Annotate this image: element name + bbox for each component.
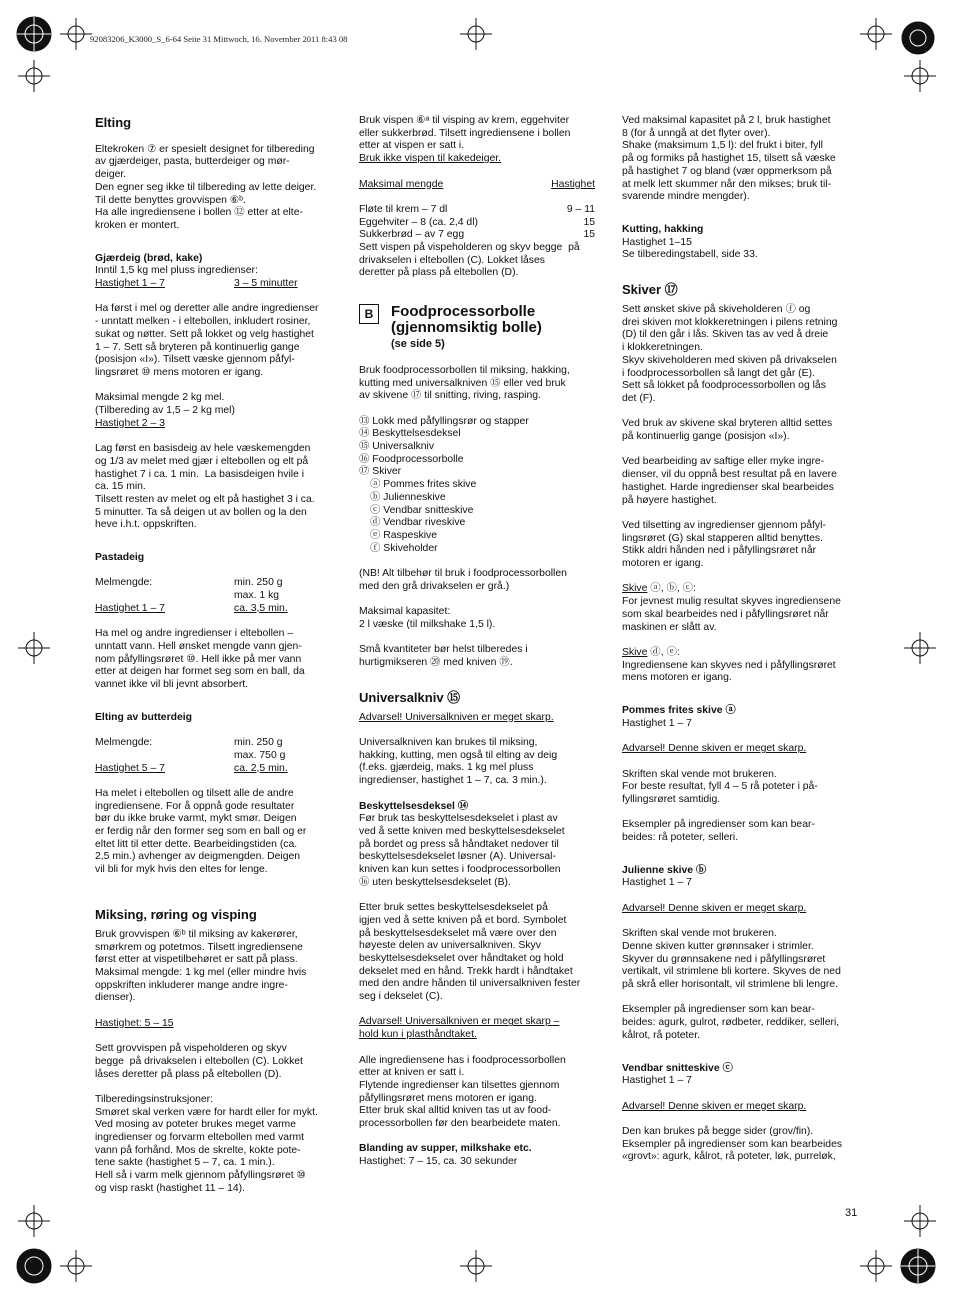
row-speed: 15 (583, 229, 595, 241)
crosshair-top-2 (460, 18, 492, 50)
registration-mark-top-left (14, 14, 54, 54)
list-item: ⑬ Lokk med påfyllingsrør og stapper (359, 415, 529, 427)
beskyttelsesdeksel-title: Beskyttelsesdeksel ⑭ (359, 800, 469, 812)
table-header (359, 179, 595, 192)
miksing-speed: Hastighet: 5 – 15 (95, 1017, 174, 1029)
crosshair-bottom-2 (460, 1250, 492, 1282)
gjaerdeig-speed-row (95, 278, 331, 291)
skive-label: Skive (622, 583, 648, 595)
amount-label: Melmengde: (95, 737, 153, 749)
beskyttelsesdeksel-warning: Advarsel! Universalkniven er meget skarp – hold kun i plasthåndtaket. (359, 1016, 560, 1041)
gjaerdeig-max: Maksimal mengde 2 kg mel. (Tilbereding av 1,5 – 2 kg mel) (95, 392, 235, 417)
julienne-paragraph-2: Eksempler på ingredienser som kan bear- beides: agurk, gulrot, rødbeter, reddiker, selleri, kålrot, rå poteter. (622, 1004, 840, 1041)
skive-de-label (622, 647, 858, 660)
small-quantities-note: Små kvantiteter bør helst tilberedes i hurtigmikseren ⑳ med kniven ⑲. (359, 644, 528, 668)
gjaerdeig-speed-2: Hastighet 2 – 3 (95, 417, 165, 429)
crosshair-right-2 (904, 632, 936, 664)
skive-de-paragraph: Ingrediensene kan skyves ned i påfyllingsrøret mens motoren er igang. (622, 659, 836, 684)
list-item: ⑯ Foodprocessorbolle (359, 453, 464, 465)
column-header-amount: Maksimal mengde (359, 178, 444, 190)
vendbar-snitteskive-paragraph: Den kan brukes på begge sider (grov/fin). Eksempler på ingredienser som kan bearbeides «grovt»: agurk, kålrot, rå poteter, løk, purreløk, (622, 1126, 843, 1163)
visp-paragraph: Bruk vispen ⑥ᵃ til visping av krem, eggehviter eller sukkerbrød. Tilsett ingrediensene i bollen etter at vispen er satt i. (359, 115, 571, 152)
section-title-universalkniv: Universalkniv ⑮ (359, 689, 461, 705)
visp-warning: Bruk ikke vispen til kakedeiger. (359, 153, 502, 165)
registration-mark-top-right (898, 18, 938, 58)
speed-value: Hastighet 5 – 7 (95, 762, 165, 774)
pasta-paragraph: Ha mel og andre ingredienser i eltebollen – unntatt vann. Hell ønsket mengde vann gjen- nom påfyllingsrøret ⑩. Hell ikke på mer vann etter at deigen har formet seg som en ball, da vannet ikke vil bli jevnt absorbert. (95, 628, 305, 691)
blanding-title: Blanding av supper, milkshake etc. (359, 1143, 532, 1155)
list-item: ⑮ Universalkniv (359, 441, 435, 452)
column-header-speed: Hastighet (551, 178, 595, 190)
kutting-paragraph: Hastighet 1–15 Se tilberedingstabell, side 33. (622, 236, 758, 261)
skive-abc-label (622, 583, 858, 596)
pasta-title: Pastadeig (95, 552, 145, 564)
pommes-frites-title: Pommes frites skive ⓐ (622, 705, 736, 717)
crosshair-right-1 (904, 60, 936, 92)
list-item: ⑰ Skiver (359, 466, 402, 478)
amount-min: min. 250 g (234, 737, 283, 749)
pommes-frites-warning: Advarsel! Denne skiven er meget skarp. (622, 743, 807, 755)
skiver-paragraph-3: Ved bearbeiding av saftige eller myke ingre- dienser, vil du oppnå best resultat på en lavere hastighet. Harde ingredienser skal bearbeides på høyere hastighet. (622, 456, 837, 506)
registration-mark-bottom-left (14, 1246, 54, 1286)
running-header: 92083206_K3000_S_6-64 Seite 31 Mittwoch, 16. November 2011 8:43 08 (90, 34, 348, 44)
skive-abc-paragraph: For jevnest mulig resultat skyves ingrediensene som skal bearbeides ned i påfyllingsrøret når maskinen er slått av. (622, 596, 841, 633)
row-speed: 15 (583, 216, 595, 228)
section-title-elting: Elting (95, 115, 132, 130)
skiver-paragraph-1: Sett ønsket skive på skiveholderen ⓕ og drei skiven mot klokkeretningen i pilens retning (D) til den går i lås. Skiven tas av ved å dreie i klokkeretningen. Skyv skiveholderen med skiven på drivakselen i foodprocessorbollen så langt det går (E). Sett så lokket på foodprocessorbollen og lås det (F). (622, 304, 838, 404)
crosshair-left-3 (18, 1205, 50, 1237)
section-letter-box: B (359, 304, 379, 324)
pommes-frites-paragraph-2: Eksempler på ingredienser som kan bear- beides: rå poteter, selleri. (622, 819, 815, 844)
julienne-paragraph-1: Skriften skal vende mot brukeren. Denne skiven kutter grønnsaker i strimler. Skyver du grønnsakene ned i påfyllingsrøret vertikalt, vil strimlene bli kortere. Skyves de ned på skrå eller horisontalt, vil strimlene bli lengre. (622, 928, 841, 991)
column-right (622, 115, 858, 1164)
list-item: ⓒ Vendbar snitteskive (370, 504, 474, 516)
miksing-paragraph-2: Sett grovvispen på vispeholderen og skyv begge på drivakselen i eltebollen (C). Lokket låses deretter på plass på eltebollen (D). (95, 1043, 303, 1080)
julienne-speed: Hastighet 1 – 7 (622, 877, 692, 889)
list-item: ⑭ Beskyttelsesdeksel (359, 428, 461, 440)
row-amount: Sukkerbrød – av 7 egg (359, 229, 465, 241)
pommes-frites-speed: Hastighet 1 – 7 (622, 717, 692, 729)
column-left (95, 115, 331, 1196)
universalkniv-paragraph: Universalkniven kan brukes til miksing, hakking, kutting, men også til elting av deig (f.eks. gjærdeig, maks. 1 kg mel pluss ingredienser, hastighet 1 – 7, ca. 3 min.). (359, 737, 558, 787)
crosshair-left-2 (18, 632, 50, 664)
parts-list (359, 416, 595, 556)
speed-value: Hastighet 1 – 7 (95, 602, 165, 614)
beskyttelsesdeksel-paragraph-2: Etter bruk settes beskyttelsesdekselet på igjen ved å sette kniven på et bord. Symbolet på beskyttelsesdekselet må være over den høyeste delen av universalkniven. Skyv beskyttelsesdekselet over håndtaket og hold dekselet med en hånd. Trekk hardt i håndtaket med den andre hånden til universalkniven fester seg i dekselet (C). (359, 902, 581, 1003)
universalkniv-warning: Advarsel! Universalkniven er meget skarp. (359, 711, 554, 723)
list-item: ⓔ Raspeskive (370, 529, 437, 541)
miksing-paragraph-3: Tilberedingsinstruksjoner: Smøret skal verken være for hardt eller for mykt. Ved mosing av poteter brukes meget varme ingredienser og forvarm eltebollen med varmt vann på forhånd. Mos de skrelte, kokte pote- tene sakte (hastighet 5 – 7, ca. 1 min.). Hell så i varm melk gjennom påfyllingsrøret ⑩ og visp raskt (hastighet 11 – 14). (95, 1093, 318, 1194)
butter-paragraph: Ha melet i eltebollen og tilsett alle de andre ingrediensene. For å oppnå gode resultater bør du ikke bruke varmt, mykt smør. Deigen er ferdig når den former seg som en ball og er eltet litt til etter dette. Bearbeidingstiden (ca. 2,5 min.) avhenger av deigmengden. Deigen vil bli for myk hvis den eltes for lenge. (95, 787, 307, 876)
butter-title: Elting av butterdeig (95, 711, 192, 723)
foodprocessor-paragraph: Bruk foodprocessorbollen til miksing, hakking, kutting med universalkniven ⑮ eller ved bruk av skivene ⑰ til snitting, riving, rasping. (359, 364, 570, 402)
crosshair-right-3 (904, 1205, 936, 1237)
skiver-paragraph-4: Ved tilsetting av ingredienser gjennom påfyl- lingsrøret (G) skal stapperen alltid benyttes. Stikk aldri hånden ned i påfyllingsrøret når motoren er igang. (622, 519, 826, 570)
butter-amount-row-2 (95, 750, 331, 763)
gjaerdeig-paragraph-2: Lag først en basisdeig av hele væskemengden og 1/3 av melet med gjær i eltebollen og elt på hastighet 7 i ca. 1 min. La basisdeigen hvile i ca. 15 min. Tilsett resten av melet og elt på hastighet 3 i ca. 5 minutter. Ta så deigen ut av bollen og la den heve i.h.t. oppskriften. (95, 443, 315, 531)
pasta-amount-row-2 (95, 590, 331, 603)
row-speed: 9 – 11 (566, 203, 595, 215)
beskyttelsesdeksel-paragraph-3: Alle ingrediensene has i foodprocessorbollen etter at kniven er satt i. Flytende ingredienser kan tilsettes gjennom påfyllingsrøret mens motoren er igang. Etter bruk skal alltid kniven tas ut av food- processorbollen før den bearbeidete maten. (359, 1054, 566, 1130)
row-amount: Fløte til krem – 7 dl (359, 203, 448, 215)
time-value: ca. 3,5 min. (234, 602, 288, 614)
pommes-frites-paragraph-1: Skriften skal vende mot brukeren. For beste resultat, fyll 4 – 5 rå poteter i på- fyllingsrøret samtidig. (622, 768, 818, 805)
pasta-speed-row (95, 603, 331, 616)
list-item: ⓐ Pommes frites skive (370, 479, 477, 491)
skive-letters: ⓐ, ⓑ, ⓒ: (647, 583, 696, 595)
foodprocessor-title-1: Foodprocessorbolle (391, 303, 536, 321)
crosshair-top-3 (860, 18, 892, 50)
skiver-paragraph-2: Ved bruk av skivene skal bryteren alltid settes på kontinuerlig gange (posisjon «I»). (622, 418, 833, 443)
crosshair-left-1 (18, 60, 50, 92)
foodprocessor-heading (359, 304, 595, 352)
amount-max: max. 750 g (234, 749, 286, 761)
foodprocessor-title-2: (gjennomsiktig bolle) (391, 319, 542, 337)
visp-paragraph-2: Sett vispen på vispeholderen og skyv begge på drivakselen i eltebollen (C). Lokket låses deretter på plass på eltebollen (D). (359, 242, 580, 279)
time-value: ca. 2,5 min. (234, 762, 288, 774)
vendbar-snitteskive-title: Vendbar snitteskive ⓒ (622, 1062, 733, 1074)
list-item: ⓑ Julienneskive (370, 491, 446, 503)
time-value: 3 – 5 minutter (234, 278, 298, 290)
gjaerdeig-line: Inntil 1,5 kg mel pluss ingredienser: (95, 265, 258, 277)
table-row (359, 204, 595, 217)
butter-speed-row (95, 763, 331, 776)
section-title-miksing: Miksing, røring og visping (95, 906, 257, 922)
column-middle (359, 115, 595, 1169)
julienne-title: Julienne skive ⓑ (622, 864, 707, 876)
amount-label: Melmengde: (95, 577, 153, 589)
row-amount: Eggehviter – 8 (ca. 2,4 dl) (359, 216, 478, 228)
list-item: ⓓ Vendbar riveskive (370, 517, 466, 529)
beskyttelsesdeksel-paragraph-1: Før bruk tas beskyttelsesdekselet i plast av ved å sette kniven med beskyttelsesdekselet på bordet og press så håndtaket nedover til beskyttelsesdekselet løsner (A). Universal- kniven kan kun settes i foodprocessorbollen ⑯ uten beskyttelsesdekselet (B). (359, 813, 565, 888)
registration-mark-bottom-right (898, 1246, 938, 1286)
foodprocessor-subtitle: (se side 5) (391, 338, 445, 351)
crosshair-bottom-3 (860, 1250, 892, 1282)
amount-min: min. 250 g (234, 577, 283, 589)
gjaerdeig-title: Gjærdeig (brød, kake) (95, 252, 203, 264)
list-item: ⓕ Skiveholder (370, 542, 438, 554)
page-number: 31 (845, 1207, 858, 1219)
nb-note: (NB! Alt tilbehør til bruk i foodprocessorbollen med den grå drivakselen er grå.) (359, 568, 567, 592)
speed-value: Hastighet 1 – 7 (95, 278, 165, 290)
julienne-warning: Advarsel! Denne skiven er meget skarp. (622, 902, 807, 914)
pasta-amount-row (95, 577, 331, 590)
blanding-line: Hastighet: 7 – 15, ca. 30 sekunder (359, 1156, 518, 1168)
gjaerdeig-paragraph-1: Ha først i mel og deretter alle andre ingredienser - unntatt melken - i eltebollen, inkludert rosiner, sukat og nøtter. Sett på lokket og velg hastighet 1 – 7. Sett så bryteren på kontinuerlig gange (posisjon «I»). Tilsett væske gjennom påfyl- lingsrøret ⑩ mens motoren er igang. (95, 303, 319, 378)
miksing-paragraph-1: Bruk grovvispen ⑥ᵇ til miksing av kakerører, smørkrem og potetmos. Tilsett ingrediensene først etter at vispetilbehøret er satt på plass. Maksimal mengde: 1 kg mel (eller mindre hvis oppskriften inkluderer mange andre ingre- dienser). (95, 928, 307, 1004)
crosshair-top-1 (60, 18, 92, 50)
capacity-note: Maksimal kapasitet: 2 l væske (til milkshake 1,5 l). (359, 606, 496, 630)
amount-max: max. 1 kg (234, 590, 280, 602)
capacity-paragraph: Ved maksimal kapasitet på 2 l, bruk hastighet 8 (for å unngå at det flyter over). Shake (maksimum 1,5 l): del frukt i biter, fyll på og formiks på hastighet 15, tilsett så væske på hastighet 7 og bland (vær oppmerksom på at melk lett skummer når den mikses; bruk til- svarende mindre mengder). (622, 115, 836, 203)
vendbar-snitteskive-warning: Advarsel! Denne skiven er meget skarp. (622, 1100, 807, 1112)
table-row (359, 217, 595, 230)
skive-label: Skive (622, 646, 648, 658)
vendbar-snitteskive-speed: Hastighet 1 – 7 (622, 1075, 692, 1087)
section-title-skiver: Skiver ⑰ (622, 282, 678, 298)
table-row (359, 229, 595, 242)
elting-paragraph: Eltekroken ⑦ er spesielt designet for tilbereding av gjærdeiger, pasta, butterdeiger og mør- deiger. Den egner seg ikke til tilbereding av lette deiger. Til dette benyttes grovvispen ⑥ᵇ. Ha alle ingrediensene i bollen ⑫ etter at elte- kroken er montert. (95, 143, 317, 231)
butter-amount-row (95, 737, 331, 750)
kutting-title: Kutting, hakking (622, 223, 704, 235)
crosshair-bottom-1 (60, 1250, 92, 1282)
skive-letters: ⓓ, ⓔ: (647, 646, 680, 658)
